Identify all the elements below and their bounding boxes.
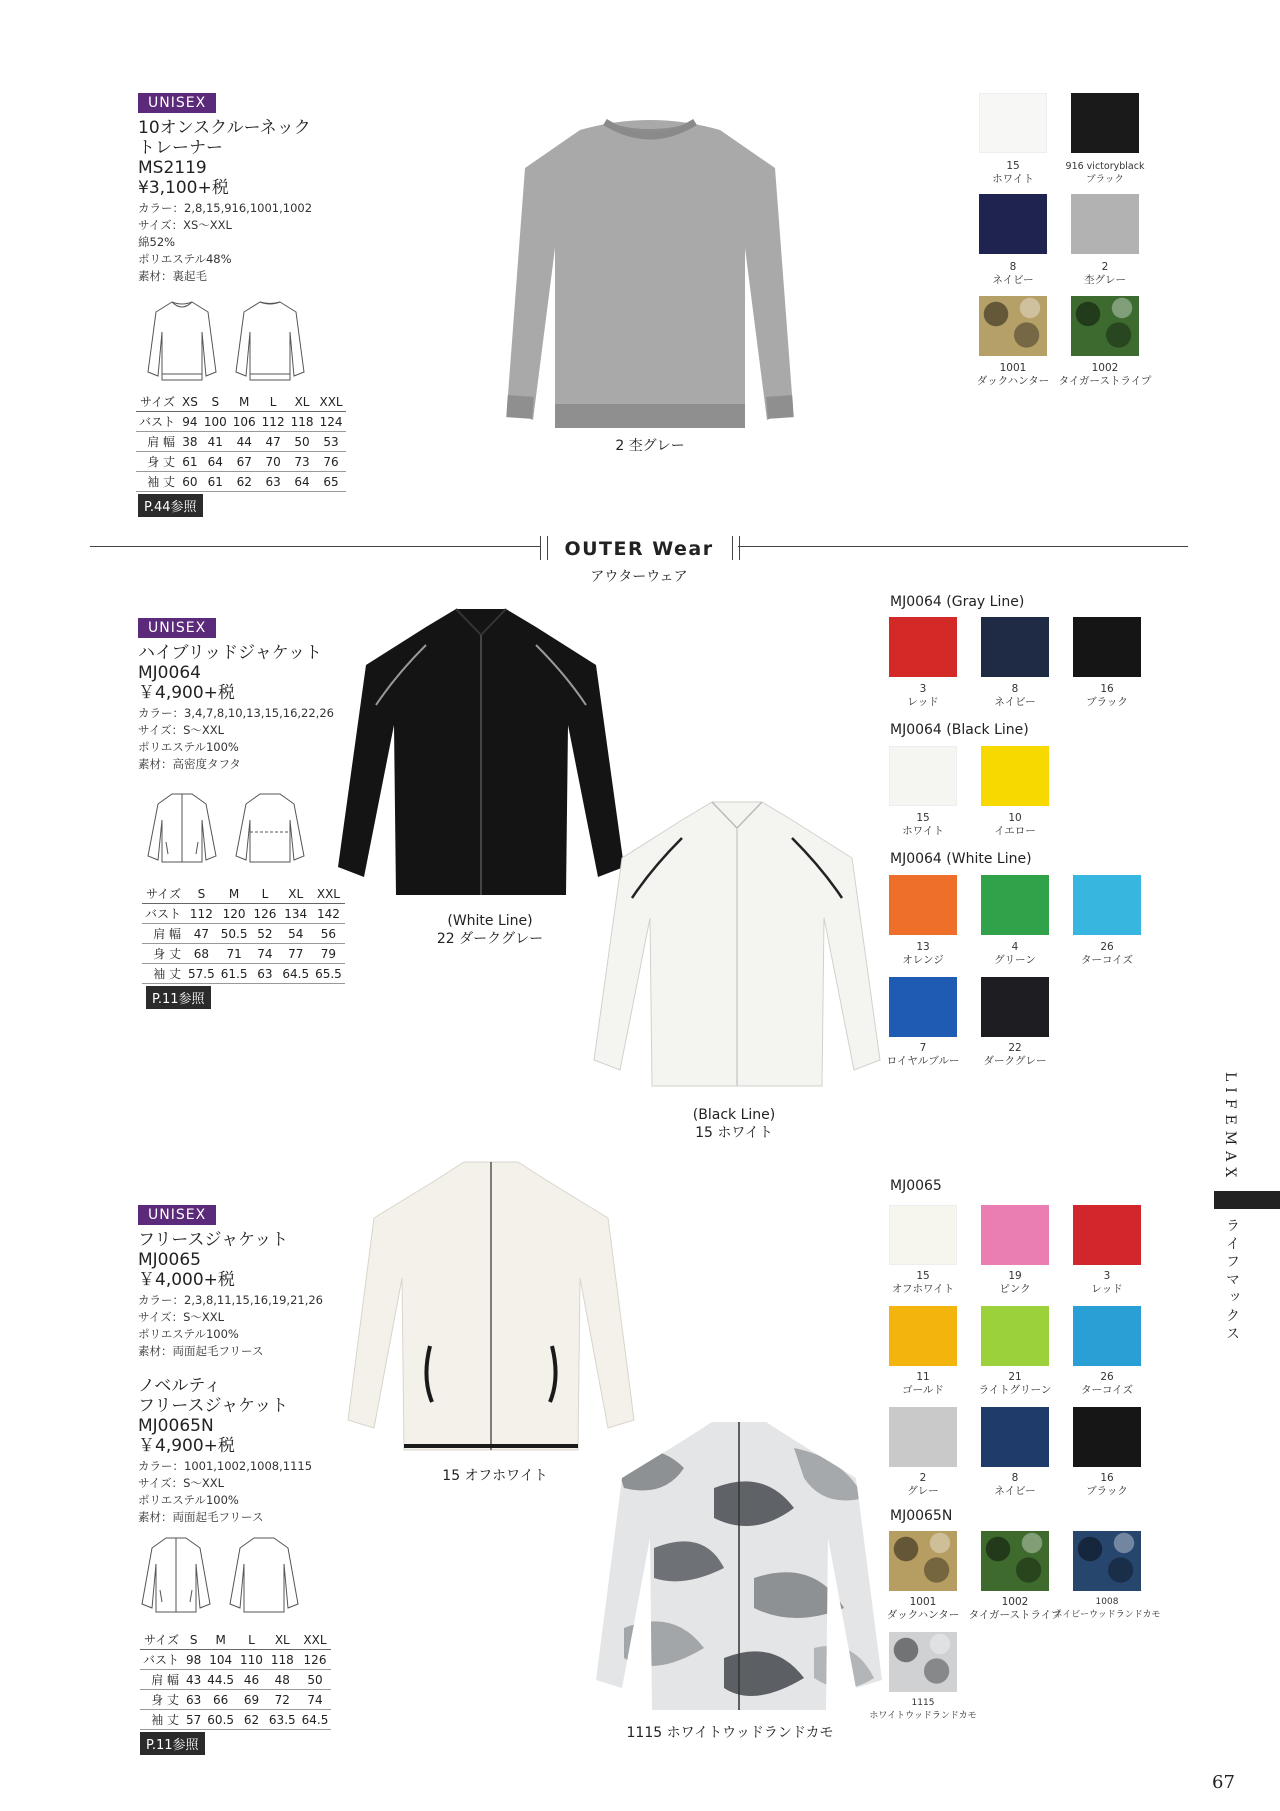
color-swatch — [981, 977, 1049, 1037]
size-cell: 74 — [250, 944, 279, 964]
size-cell: 50.5 — [218, 924, 251, 944]
spec-line: 素材：両面起毛フリース — [138, 1510, 264, 1524]
size-cell: 61.5 — [218, 964, 251, 984]
swatch-number: 1001 — [999, 362, 1027, 374]
size-cell: 77 — [279, 944, 312, 964]
size-cell: 67 — [230, 452, 259, 472]
spec-line: ポリエステル48% — [138, 252, 232, 266]
size-cell: 43 — [183, 1670, 204, 1690]
size-cell: 69 — [237, 1690, 266, 1710]
swatch-name: ネイビー — [994, 696, 1036, 708]
color-swatch — [981, 617, 1049, 677]
color-swatch — [1073, 1531, 1141, 1591]
spec-line: 素材：両面起毛フリース — [138, 1344, 264, 1358]
swatch-number: 1001 — [909, 1596, 937, 1608]
product-price: ￥4,900+税 — [138, 683, 235, 703]
size-cell: 124 — [316, 412, 345, 432]
color-swatch — [889, 746, 957, 806]
size-header: M — [218, 884, 251, 904]
swatch-number: 15 — [916, 812, 930, 824]
size-cell: 肩 幅 — [136, 432, 179, 452]
swatch-number: 26 — [1100, 1371, 1114, 1383]
image-caption — [410, 912, 570, 948]
swatch-number: 13 — [916, 941, 930, 953]
size-cell: 61 — [179, 452, 201, 472]
offwhite-fleece-image — [346, 1158, 636, 1458]
spec-line: 素材：高密度タフタ — [138, 757, 241, 771]
color-swatch — [1073, 1205, 1141, 1265]
unisex-badge: UNISEX — [138, 93, 216, 113]
size-header: サイズ — [140, 1630, 183, 1650]
swatch-group-label: MJ0065N — [890, 1508, 953, 1524]
size-header: サイズ — [136, 392, 179, 412]
color-swatch — [979, 194, 1047, 254]
swatch-name: ライトグリーン — [978, 1384, 1052, 1396]
size-cell: 70 — [259, 452, 288, 472]
size-cell: 142 — [312, 904, 345, 924]
swatch-label — [1050, 261, 1160, 287]
product-name-line: フリースジャケット — [138, 1396, 289, 1416]
caption-line: 15 ホワイト — [695, 1125, 773, 1141]
size-cell: 63 — [183, 1690, 204, 1710]
unisex-badge: UNISEX — [138, 618, 216, 638]
spec-line: サイズ：S〜XXL — [138, 1310, 225, 1324]
spec-line: カラー：3,4,7,8,10,13,15,16,22,26 — [138, 706, 334, 720]
size-cell: バスト — [140, 1650, 183, 1670]
swatch-number: 8 — [1011, 1472, 1019, 1484]
size-cell: 104 — [204, 1650, 237, 1670]
size-header: XXL — [312, 884, 345, 904]
sidebar-bar — [1214, 1191, 1280, 1209]
swatch-number: 1115 — [911, 1698, 935, 1708]
size-cell: 57.5 — [185, 964, 218, 984]
swatch-name: ホワイト — [992, 173, 1034, 185]
size-header: S — [183, 1630, 204, 1650]
size-cell: 57 — [183, 1710, 204, 1730]
size-cell: 65 — [316, 472, 345, 492]
swatch-name: ホワイトウッドランドカモ — [869, 1711, 977, 1721]
product-mj0065-info — [138, 1204, 323, 1526]
section-title: OUTER Wear — [564, 538, 714, 560]
image-caption: 1115 ホワイトウッドランドカモ — [626, 1725, 834, 1741]
color-swatch — [889, 977, 957, 1037]
swatch-number: 3 — [1103, 1270, 1111, 1282]
product-price: ¥3,100+税 — [138, 178, 229, 198]
swatch-name: ホワイト — [902, 825, 944, 837]
size-header: XL — [266, 1630, 299, 1650]
color-swatch — [889, 1205, 957, 1265]
product-name-line: トレーナー — [138, 138, 223, 158]
size-cell: 38 — [179, 432, 201, 452]
swatch-number: 8 — [1009, 261, 1017, 273]
swatch-name: ダークグレー — [983, 1055, 1047, 1067]
size-cell: 身 丈 — [142, 944, 185, 964]
swatch-label — [1050, 160, 1160, 186]
color-swatch — [889, 1632, 957, 1692]
size-cell: 110 — [237, 1650, 266, 1670]
size-header: L — [250, 884, 279, 904]
swatch-group-label: MJ0064 (Black Line) — [890, 722, 1029, 738]
section-rule — [90, 546, 540, 547]
size-cell: 118 — [266, 1650, 299, 1670]
size-cell: 106 — [230, 412, 259, 432]
swatch-number: 3 — [919, 683, 927, 695]
swatch-number: 21 — [1008, 1371, 1022, 1383]
swatch-name: ダックハンター — [976, 375, 1050, 387]
swatch-number: 26 — [1100, 941, 1114, 953]
swatch-number: 2 — [1101, 261, 1109, 273]
color-swatch — [979, 93, 1047, 153]
swatch-number: 16 — [1100, 1472, 1114, 1484]
size-header: XS — [179, 392, 201, 412]
color-swatch — [889, 617, 957, 677]
size-cell: 98 — [183, 1650, 204, 1670]
image-caption: 2 杢グレー — [615, 438, 685, 454]
size-cell: 61 — [201, 472, 230, 492]
spec-line: サイズ：S〜XXL — [138, 723, 225, 737]
size-cell: 44 — [230, 432, 259, 452]
caption-line: 22 ダークグレー — [436, 931, 544, 947]
size-cell: 72 — [266, 1690, 299, 1710]
size-header: サイズ — [142, 884, 185, 904]
swatch-number: 1002 — [1001, 1596, 1029, 1608]
white-jacket-image — [592, 798, 882, 1096]
size-cell: 65.5 — [312, 964, 345, 984]
size-cell: 肩 幅 — [140, 1670, 183, 1690]
size-table-mj0065 — [140, 1630, 331, 1730]
size-cell: 肩 幅 — [142, 924, 185, 944]
color-swatch — [889, 875, 957, 935]
size-header: XL — [279, 884, 312, 904]
jacket-flat-sketch — [136, 790, 312, 866]
swatch-name: ピンク — [999, 1283, 1031, 1295]
product-price: ￥4,000+税 — [138, 1270, 235, 1290]
swatch-name: ブラック — [1086, 174, 1124, 185]
size-cell: 63 — [250, 964, 279, 984]
swatch-name: ブラック — [1086, 696, 1128, 708]
spec-line: サイズ：XS〜XXL — [138, 218, 232, 232]
swatch-group-label: MJ0065 — [890, 1178, 942, 1194]
swatch-number: 16 — [1100, 683, 1114, 695]
swatch-name: 杢グレー — [1084, 274, 1126, 286]
sweatshirt-flat-sketch — [136, 292, 312, 388]
size-cell: 64 — [288, 472, 317, 492]
size-cell: バスト — [142, 904, 185, 924]
size-cell: 袖 丈 — [136, 472, 179, 492]
swatch-number: 1008 — [1095, 1597, 1119, 1607]
product-name-line: 10オンスクルーネック — [138, 118, 311, 138]
size-cell: 126 — [299, 1650, 332, 1670]
color-swatch — [889, 1407, 957, 1467]
color-swatch — [981, 1205, 1049, 1265]
section-rule-cap — [732, 536, 740, 560]
size-header: XXL — [299, 1630, 332, 1650]
swatch-name: ターコイズ — [1080, 954, 1134, 966]
page-number: 67 — [1212, 1772, 1235, 1793]
color-swatch — [981, 746, 1049, 806]
product-mj0064-info — [138, 617, 334, 773]
color-swatch — [1073, 875, 1141, 935]
unisex-badge: UNISEX — [138, 1205, 216, 1225]
image-caption — [654, 1106, 814, 1142]
swatch-number: 10 — [1008, 812, 1022, 824]
swatch-group-label: MJ0064 (White Line) — [890, 851, 1032, 867]
size-cell: 62 — [237, 1710, 266, 1730]
size-cell: 66 — [204, 1690, 237, 1710]
spec-line: ポリエステル100% — [138, 740, 239, 754]
size-table-ms2119 — [136, 392, 346, 492]
sweatshirt-product-image — [505, 108, 795, 433]
size-cell: 身 丈 — [136, 452, 179, 472]
size-cell: 48 — [266, 1670, 299, 1690]
fleece-flat-sketch — [130, 1534, 310, 1616]
swatch-number: 2 — [919, 1472, 927, 1484]
spec-line: サイズ：S〜XXL — [138, 1476, 225, 1490]
color-swatch — [1071, 93, 1139, 153]
brand-vertical-text: LIFEMAX — [1222, 1072, 1238, 1184]
swatch-name: レッド — [907, 696, 939, 708]
size-header: S — [201, 392, 230, 412]
size-cell: 60 — [179, 472, 201, 492]
swatch-label — [1052, 941, 1162, 967]
image-caption: 15 オフホワイト — [442, 1468, 548, 1484]
spec-line: ポリエステル100% — [138, 1493, 239, 1507]
size-cell: 56 — [312, 924, 345, 944]
swatch-number: 11 — [916, 1371, 930, 1383]
size-cell: 120 — [218, 904, 251, 924]
spec-line: ポリエステル100% — [138, 1327, 239, 1341]
swatch-label — [960, 1042, 1070, 1068]
color-swatch — [1073, 617, 1141, 677]
swatch-number: 15 — [916, 1270, 930, 1282]
size-cell: 118 — [288, 412, 317, 432]
swatch-name: グリーン — [994, 954, 1036, 966]
size-cell: 112 — [185, 904, 218, 924]
size-cell: 袖 丈 — [140, 1710, 183, 1730]
black-jacket-image — [336, 605, 626, 905]
swatch-label — [1052, 1472, 1162, 1498]
color-swatch — [1071, 296, 1139, 356]
product-name-line: フリースジャケット — [138, 1230, 289, 1250]
caption-line: (Black Line) — [692, 1107, 776, 1123]
swatch-name: ネイビー — [994, 1485, 1036, 1497]
size-cell: 袖 丈 — [142, 964, 185, 984]
swatch-name: タイガーストライプ — [968, 1609, 1062, 1621]
size-cell: 62 — [230, 472, 259, 492]
color-swatch — [979, 296, 1047, 356]
swatch-number: 19 — [1008, 1270, 1022, 1282]
section-subtitle: アウターウェア — [590, 569, 688, 585]
size-cell: 64.5 — [279, 964, 312, 984]
size-cell: 44.5 — [204, 1670, 237, 1690]
product-code: MJ0065N — [138, 1416, 214, 1436]
size-cell: 71 — [218, 944, 251, 964]
color-swatch — [1071, 194, 1139, 254]
swatch-label — [1052, 683, 1162, 709]
swatch-name: イエロー — [994, 825, 1036, 837]
size-cell: 54 — [279, 924, 312, 944]
swatch-number: 4 — [1011, 941, 1019, 953]
product-code: MS2119 — [138, 158, 207, 178]
size-cell: 126 — [250, 904, 279, 924]
size-header: XL — [288, 392, 317, 412]
size-cell: 68 — [185, 944, 218, 964]
size-cell: 47 — [259, 432, 288, 452]
swatch-label — [960, 812, 1070, 838]
color-swatch — [889, 1306, 957, 1366]
spec-line: カラー：2,3,8,11,15,16,19,21,26 — [138, 1293, 323, 1307]
spec-line: カラー：2,8,15,916,1001,1002 — [138, 201, 313, 215]
spec-line: 綿52% — [138, 235, 176, 249]
swatch-number: 916 victoryblack — [1065, 161, 1145, 172]
size-cell: 46 — [237, 1670, 266, 1690]
product-name-line: ハイブリッドジャケット — [138, 643, 322, 663]
swatch-name: ネイビー — [992, 274, 1034, 286]
size-cell: 52 — [250, 924, 279, 944]
size-cell: 47 — [185, 924, 218, 944]
swatch-number: 15 — [1006, 160, 1020, 172]
spec-line: 素材：裏起毛 — [138, 269, 207, 283]
swatch-label — [1052, 1596, 1162, 1622]
size-cell: 74 — [299, 1690, 332, 1710]
product-code: MJ0065 — [138, 1250, 201, 1270]
swatch-label — [1050, 362, 1160, 388]
size-cell: 64 — [201, 452, 230, 472]
page-reference: P.11参照 — [146, 986, 211, 1009]
swatch-name: タイガーストライプ — [1058, 375, 1152, 387]
size-cell: 76 — [316, 452, 345, 472]
page-reference: P.44参照 — [138, 494, 203, 517]
color-swatch — [889, 1531, 957, 1591]
swatch-number: 22 — [1008, 1042, 1022, 1054]
size-header: L — [259, 392, 288, 412]
size-cell: 53 — [316, 432, 345, 452]
swatch-number: 8 — [1011, 683, 1019, 695]
swatch-name: グレー — [907, 1485, 939, 1497]
color-swatch — [1073, 1407, 1141, 1467]
swatch-name: オレンジ — [902, 954, 944, 966]
color-swatch — [981, 1531, 1049, 1591]
swatch-name: ターコイズ — [1080, 1384, 1134, 1396]
color-swatch — [1073, 1306, 1141, 1366]
size-cell: 100 — [201, 412, 230, 432]
swatch-name: レッド — [1091, 1283, 1123, 1295]
product-price: ￥4,900+税 — [138, 1436, 235, 1456]
product-ms2119-info — [138, 92, 312, 285]
size-cell: 身 丈 — [140, 1690, 183, 1710]
size-cell: 79 — [312, 944, 345, 964]
swatch-name: ダックハンター — [886, 1609, 960, 1621]
color-swatch — [981, 1407, 1049, 1467]
size-cell: 73 — [288, 452, 317, 472]
size-cell: 134 — [279, 904, 312, 924]
size-cell: 50 — [288, 432, 317, 452]
color-swatch — [981, 875, 1049, 935]
swatch-label — [868, 1697, 978, 1723]
swatch-group-label: MJ0064 (Gray Line) — [890, 594, 1025, 610]
swatch-name: オフホワイト — [891, 1283, 955, 1295]
size-cell: 94 — [179, 412, 201, 432]
spec-line: カラー：1001,1002,1008,1115 — [138, 1459, 313, 1473]
swatch-label — [1052, 1371, 1162, 1397]
size-header: M — [230, 392, 259, 412]
caption-line: (White Line) — [447, 913, 533, 929]
size-cell: 50 — [299, 1670, 332, 1690]
white-camo-fleece-image — [594, 1418, 884, 1718]
swatch-name: ネイビーウッドランドカモ — [1053, 1610, 1161, 1620]
swatch-number: 1002 — [1091, 362, 1119, 374]
size-cell: 64.5 — [299, 1710, 332, 1730]
swatch-number: 7 — [919, 1042, 927, 1054]
color-swatch — [981, 1306, 1049, 1366]
size-header: S — [185, 884, 218, 904]
size-header: M — [204, 1630, 237, 1650]
swatch-name: ロイヤルブルー — [886, 1055, 960, 1067]
section-rule — [738, 546, 1188, 547]
product-name-line: ノベルティ — [138, 1376, 221, 1396]
page-reference: P.11参照 — [140, 1732, 205, 1755]
size-header: XXL — [316, 392, 345, 412]
swatch-name: ゴールド — [902, 1384, 944, 1396]
swatch-label — [1052, 1270, 1162, 1296]
size-cell: バスト — [136, 412, 179, 432]
size-cell: 112 — [259, 412, 288, 432]
size-header: L — [237, 1630, 266, 1650]
size-cell: 63 — [259, 472, 288, 492]
size-cell: 60.5 — [204, 1710, 237, 1730]
size-cell: 41 — [201, 432, 230, 452]
size-cell: 63.5 — [266, 1710, 299, 1730]
product-code: MJ0064 — [138, 663, 201, 683]
swatch-name: ブラック — [1086, 1485, 1128, 1497]
size-table-mj0064 — [142, 884, 345, 984]
brand-jp-vertical-text: ライフマックス — [1224, 1218, 1240, 1344]
